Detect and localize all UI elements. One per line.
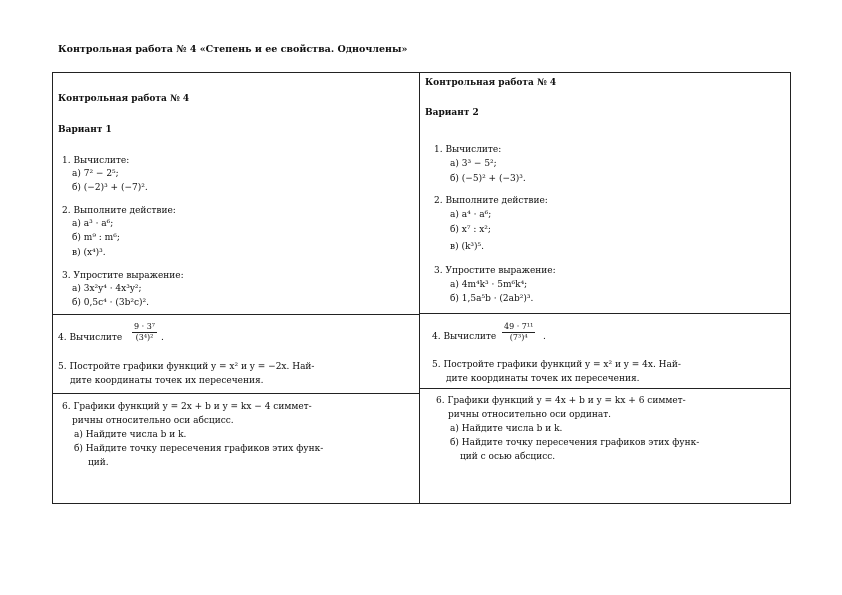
right-q5-line2: дите координаты точек их пересечения. [446,374,640,384]
right-q1-label: 1. Вычислите: [434,145,502,155]
left-q2-a: а) a³ · a⁶; [72,219,114,229]
right-q2-a: а) a⁴ · a⁶; [450,210,492,220]
right-separator-2 [419,388,791,389]
left-q2-label: 2. Выполните действие: [62,206,176,216]
left-q6-line5: ций. [88,458,109,468]
right-q2-c: в) (k³)⁵. [450,242,484,252]
left-q1-b: б) (−2)³ + (−7)². [72,183,148,193]
left-q2-b: б) m⁹ : m⁶; [72,233,120,243]
right-q3-a: а) 4m⁴k³ · 5m⁶k⁴; [450,280,528,290]
left-q5-line1: 5. Постройте графики функций y = x² и y = −2x. Най- [58,362,315,372]
right-header: Контрольная работа № 4 [425,78,557,88]
left-q2-c: в) (x⁴)³. [72,248,106,258]
left-header: Контрольная работа № 4 [58,94,190,104]
right-q6-line5: ций с осью абсцисс. [460,452,556,462]
left-q1-label: 1. Вычислите: [62,156,130,166]
right-q6-line3: а) Найдите числа b и k. [450,424,563,434]
right-q4-label: 4. Вычислите [432,332,497,342]
left-q4-end: . [161,333,164,343]
right-q4-numerator: 49 · 7¹¹ [504,322,534,331]
left-q4-denominator: (3⁴)² [135,333,154,342]
right-q3-b: б) 1,5a⁵b · (2ab²)³. [450,294,534,304]
left-q5-line2: дите координаты точек их пересечения. [70,376,264,386]
left-q6-line1: 6. Графики функций y = 2x + b и y = kx − 4 симмет- [62,402,312,412]
left-q6-line3: а) Найдите числа b и k. [74,430,187,440]
left-q6-line4: б) Найдите точку пересечения графиков этих функ- [74,444,324,454]
right-separator-1 [419,313,791,314]
left-q6-line2: ричны относительно оси абсцисс. [72,416,234,426]
left-q3-label: 3. Упростите выражение: [62,271,184,281]
right-q2-label: 2. Выполните действие: [434,196,548,206]
left-q3-a: а) 3x²y⁴ · 4x³y²; [72,284,142,294]
right-q4-fraction [502,322,535,343]
column-divider [419,72,420,504]
right-q2-b: б) x⁷ : x²; [450,225,491,235]
left-q4-numerator: 9 · 3⁷ [134,322,156,331]
right-q6-line2: ричны относительно оси ординат. [448,410,612,420]
right-q3-label: 3. Упростите выражение: [434,266,556,276]
right-q1-a: а) 3³ − 5²; [450,159,497,169]
right-q6-line4: б) Найдите точку пересечения графиков этих функ- [450,438,700,448]
left-separator-1 [52,314,419,315]
right-variant: Вариант 2 [425,108,479,118]
page-title: Контрольная работа № 4 «Степень и ее свойства. Одночлены» [58,44,408,55]
right-q4-denominator: (7³)⁴ [509,333,528,342]
left-q4-label: 4. Вычислите [58,333,123,343]
right-q4-end: . [543,332,546,342]
right-q1-b: б) (−5)² + (−3)³. [450,174,526,184]
left-separator-2 [52,393,419,394]
left-q1-a: а) 7² − 2⁵; [72,169,119,179]
left-variant: Вариант 1 [58,125,112,135]
left-q3-b: б) 0,5c⁴ · (3b²c)². [72,298,149,308]
left-q4-fraction [132,322,157,343]
right-q5-line1: 5. Постройте графики функций y = x² и y = 4x. Най- [432,360,681,370]
right-q6-line1: 6. Графики функций y = 4x + b и y = kx + 6 симмет- [436,396,686,406]
